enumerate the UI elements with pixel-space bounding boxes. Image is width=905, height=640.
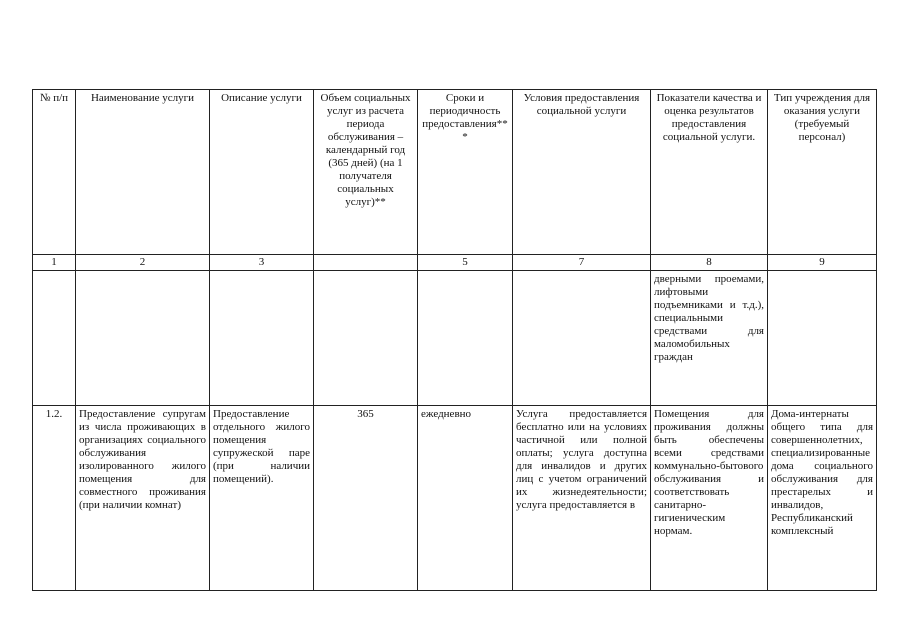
services-table <box>32 89 877 591</box>
header-quality: Показатели качества и оценка результатов предоставления социальной услуги. <box>651 90 768 255</box>
header-period: Сроки и периодичность предоставления*** <box>418 90 513 255</box>
column-number: 3 <box>210 255 314 271</box>
table-cell <box>76 271 210 406</box>
quality-cell: Помещения для проживания должны быть обеспечены всеми средствами коммунально-бытового обслуживания и соответствовать санитарно-гигиеническим нормам. <box>651 406 768 591</box>
header-service-name: Наименование услуги <box>76 90 210 255</box>
quality-continuation-cell: дверными проемами, лифтовыми подъемниками и т.д.), специальными средствами для маломобильных граждан <box>651 271 768 406</box>
column-number: 2 <box>76 255 210 271</box>
table-cell <box>513 271 651 406</box>
table-cell <box>314 271 418 406</box>
service-description-cell: Предоставление отдельного жилого помещения супружеской паре (при наличии помещений). <box>210 406 314 591</box>
table-cell <box>210 271 314 406</box>
column-number: 8 <box>651 255 768 271</box>
conditions-cell: Услуга предоставляется бесплатно или на условиях частичной или полной оплаты; услуга доступна для инвалидов и других лиц с учетом ограничений их жизнедеятельности; услуга предоставляется в <box>513 406 651 591</box>
header-volume: Объем социальных услуг из расчета периода обслуживания – календарный год (365 дней) (на 1 получателя социальных услуг)** <box>314 90 418 255</box>
table-row-continuation <box>33 271 877 406</box>
column-number: 1 <box>33 255 76 271</box>
column-number: 9 <box>768 255 877 271</box>
header-service-description: Описание услуги <box>210 90 314 255</box>
column-number: 7 <box>513 255 651 271</box>
row-number: 1.2. <box>33 406 76 591</box>
header-conditions: Условия предоставления социальной услуги <box>513 90 651 255</box>
table-cell <box>33 271 76 406</box>
column-numbers-row <box>33 255 877 271</box>
header-institution-type: Тип учреждения для оказания услуги (требуемый персонал) <box>768 90 877 255</box>
institution-type-cell: Дома-интернаты общего типа для совершеннолетних, специализированные дома социального обслуживания для престарелых и инвалидов, Республиканский комплексный <box>768 406 877 591</box>
service-name-cell: Предоставление супругам из числа проживающих в организациях социального обслуживания изолированного жилого помещения для совместного проживания (при наличии комнат) <box>76 406 210 591</box>
table-header-row <box>33 90 877 255</box>
volume-cell: 365 <box>314 406 418 591</box>
column-number: 5 <box>418 255 513 271</box>
table-cell <box>768 271 877 406</box>
column-number <box>314 255 418 271</box>
header-number: № п/п <box>33 90 76 255</box>
table-cell <box>418 271 513 406</box>
table-row <box>33 406 877 591</box>
period-cell: ежедневно <box>418 406 513 591</box>
